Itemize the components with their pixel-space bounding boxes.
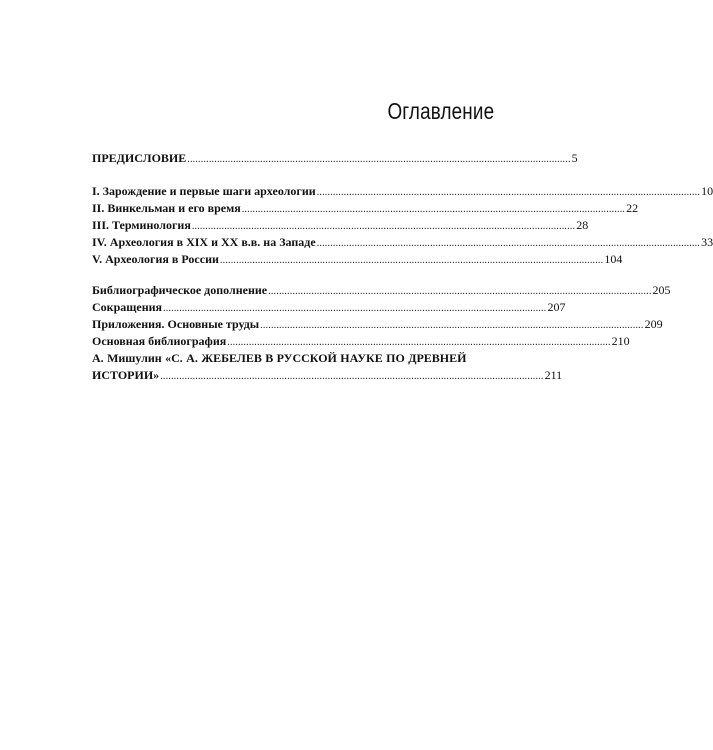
toc-entry-mishulin-line-1: А. Мишулин «С. А. ЖЕБЕЛЕВ В РУССКОЙ НАУКЕ ПО ДРЕВНЕЙ xyxy=(92,351,467,365)
dot-leader: .............................................................................................................................................. xyxy=(163,303,547,314)
toc-page-number: 211 xyxy=(544,368,563,382)
toc-page-number: 33 xyxy=(701,235,713,249)
dot-leader: .............................................................................................................................................. xyxy=(260,320,644,331)
toc-page-number: 210 xyxy=(611,334,630,348)
toc-entry-chapter-4 xyxy=(92,234,713,251)
toc-entry-chapter-3 xyxy=(92,217,589,234)
toc-entry-chapter-5 xyxy=(92,251,623,268)
toc-entry-label: Приложения. Основные труды xyxy=(92,317,260,331)
toc-entry-label: III. Терминология xyxy=(92,218,191,232)
toc-page-number: 207 xyxy=(547,300,566,314)
dot-leader: .............................................................................................................................................. xyxy=(316,187,701,198)
toc-page-number: 28 xyxy=(576,218,589,232)
toc-entry-mishulin-line-2 xyxy=(92,367,563,384)
toc-entry-preface xyxy=(92,150,578,167)
toc-entry-label: V. Археология в России xyxy=(92,252,219,266)
toc-page-number: 209 xyxy=(644,317,663,331)
toc-entry-label: IV. Археология в XIX и XX в.в. на Западе xyxy=(92,235,316,249)
dot-leader: .............................................................................................................................................. xyxy=(160,371,544,382)
toc-page-number: 104 xyxy=(604,252,623,266)
toc-entry-main-bibliography xyxy=(92,333,630,350)
toc-entry-abbreviations xyxy=(92,299,566,316)
section-gap xyxy=(92,167,490,183)
toc-page-number: 5 xyxy=(571,151,578,165)
toc-page-number: 205 xyxy=(652,283,671,297)
toc-entry-label: Основная библиография xyxy=(92,334,227,348)
toc-entry-label: Библиографическое дополнение xyxy=(92,283,268,297)
toc-entry-label: II. Винкельман и его время xyxy=(92,201,241,215)
dot-leader: .............................................................................................................................................. xyxy=(187,154,571,165)
toc-entry-label: Сокращения xyxy=(92,300,163,314)
toc-entry-chapter-1 xyxy=(92,183,713,200)
toc-entry-label: ИСТОРИИ» xyxy=(92,368,160,382)
section-gap xyxy=(92,268,490,282)
dot-leader: .............................................................................................................................................. xyxy=(219,255,604,266)
toc-entry-appendices xyxy=(92,316,663,333)
dot-leader: .............................................................................................................................................. xyxy=(227,337,611,348)
dot-leader: .............................................................................................................................................. xyxy=(268,286,652,297)
table-of-contents xyxy=(92,150,713,384)
toc-title: Оглавление xyxy=(387,98,494,124)
toc-entry-label: I. Зарождение и первые шаги археологии xyxy=(92,184,316,198)
toc-page-number: 10 xyxy=(701,184,713,198)
toc-entry-bibliographic-supplement xyxy=(92,282,671,299)
dot-leader: .............................................................................................................................................. xyxy=(191,221,576,232)
toc-entry-chapter-2 xyxy=(92,200,639,217)
dot-leader: .............................................................................................................................................. xyxy=(316,238,701,249)
toc-page-number: 22 xyxy=(626,201,639,215)
toc-entry-label: ПРЕДИСЛОВИЕ xyxy=(92,151,187,165)
dot-leader: .............................................................................................................................................. xyxy=(241,204,626,215)
